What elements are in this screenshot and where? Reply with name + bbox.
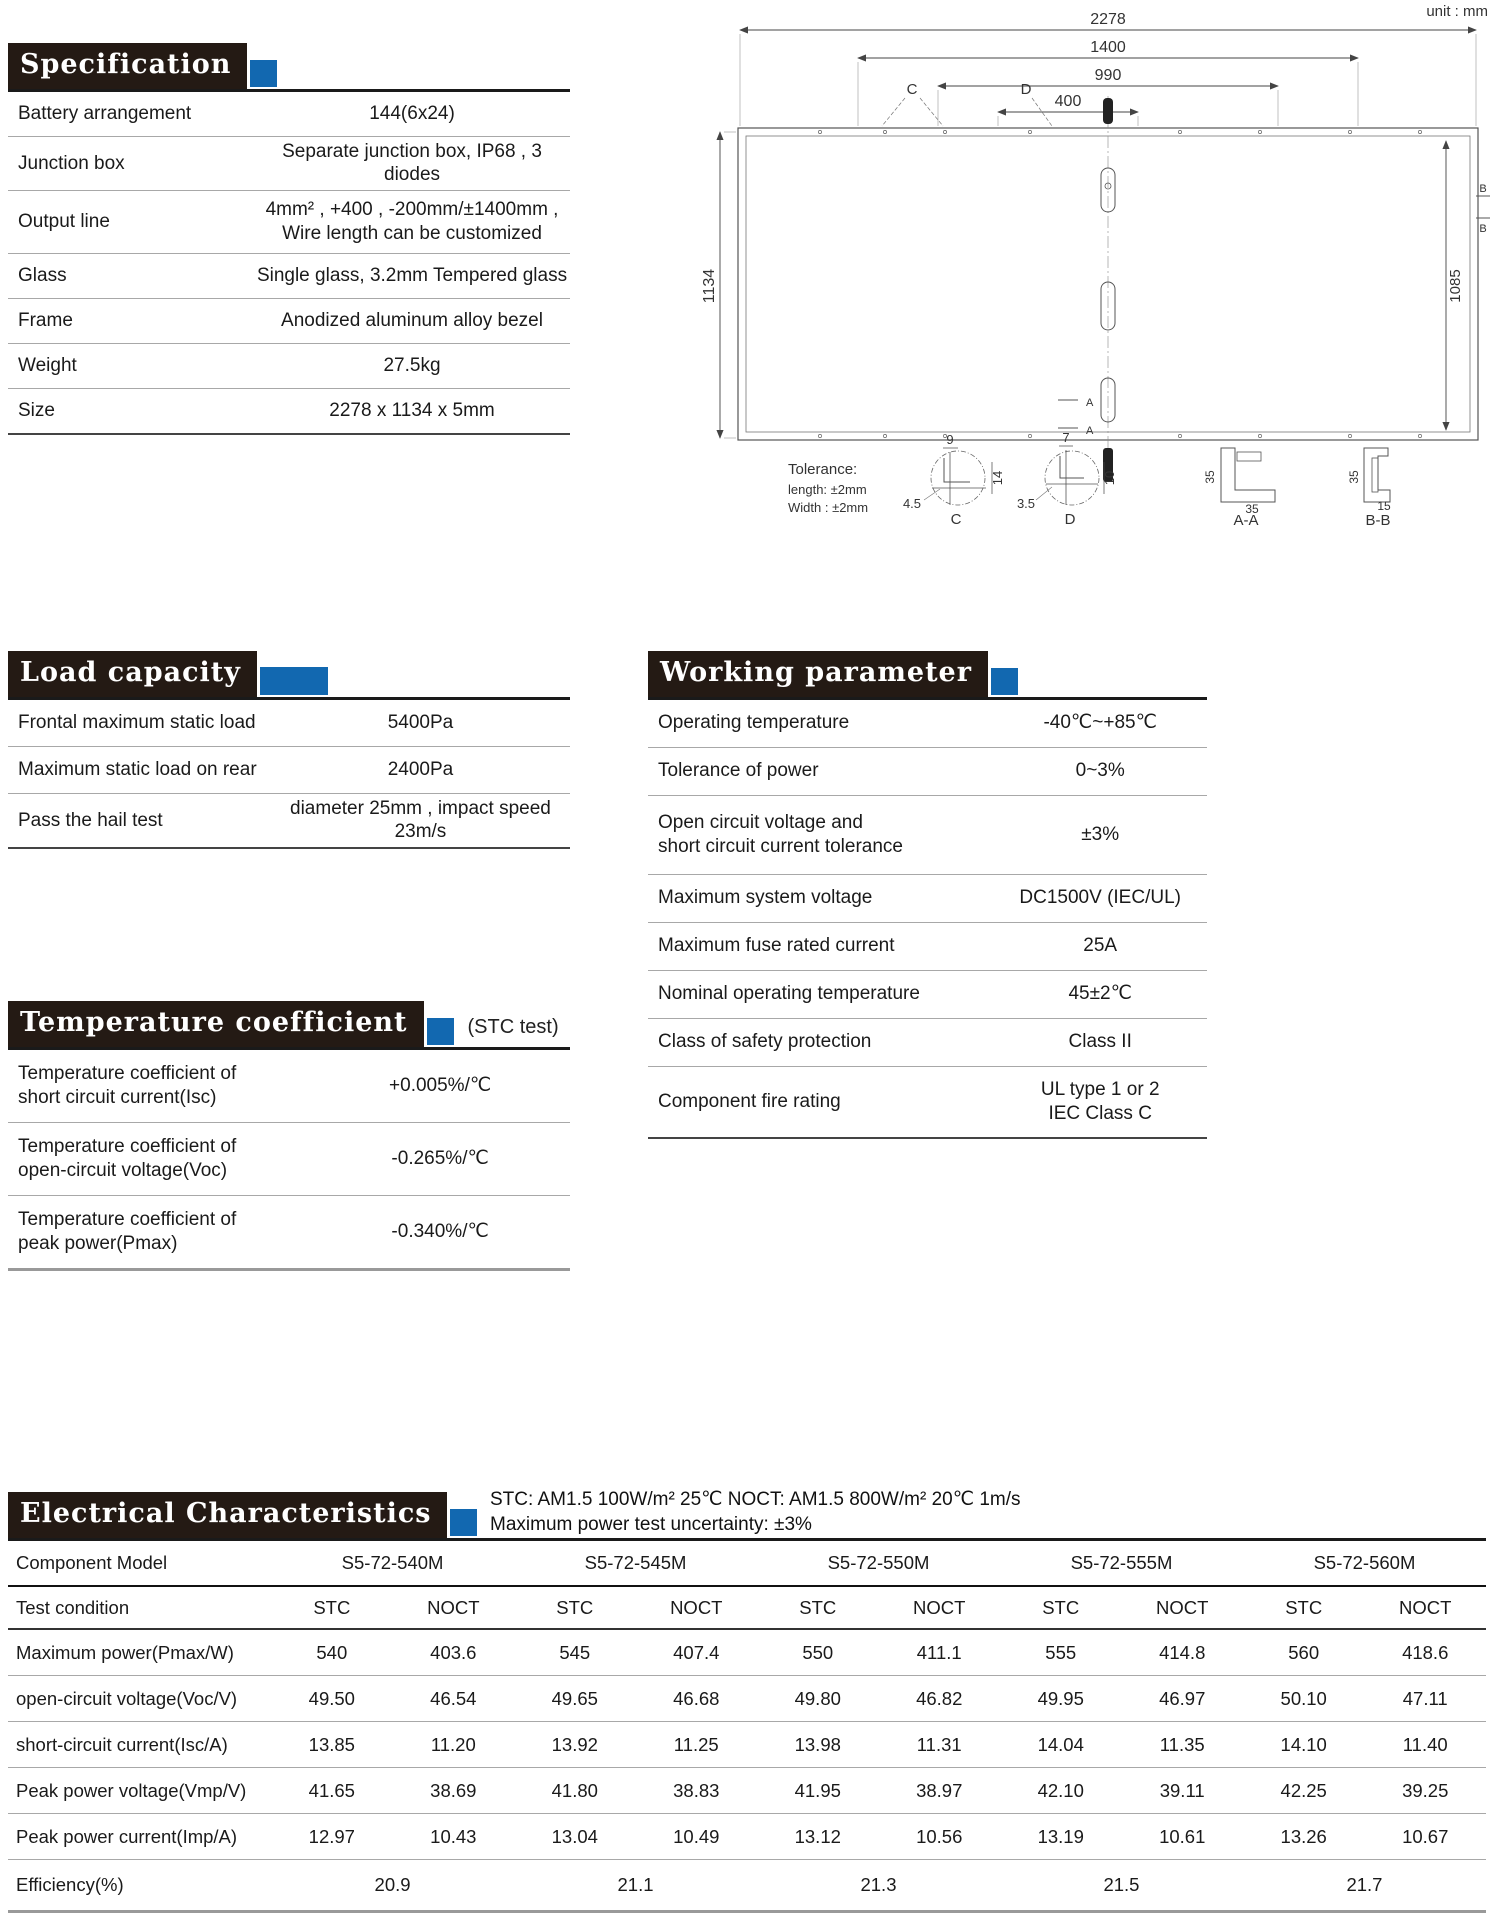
frame-holes bbox=[818, 130, 1421, 437]
table-row bbox=[8, 1629, 1486, 1676]
row-value: Separate junction box, IP68 , 3 diodes bbox=[282, 140, 542, 186]
cond-header: NOCT bbox=[636, 1586, 757, 1629]
table-row bbox=[648, 700, 1207, 748]
svg-text:A: A bbox=[1086, 397, 1094, 409]
row-label: open-circuit voltage(Voc/V) bbox=[8, 1676, 271, 1722]
test-condition-note bbox=[490, 1488, 1021, 1537]
row-label: Junction box bbox=[18, 152, 125, 174]
cell: 10.56 bbox=[879, 1814, 1000, 1860]
svg-text:15: 15 bbox=[1377, 499, 1391, 513]
cell: 14.10 bbox=[1243, 1722, 1364, 1768]
row-value-line1: 4mm² , +400 , -200mm/±1400mm , bbox=[265, 199, 559, 221]
cell: 11.20 bbox=[393, 1722, 514, 1768]
row-label-line1: Temperature coefficient of bbox=[18, 1062, 237, 1084]
temperature-coefficient-table bbox=[8, 1047, 570, 1271]
cell: 11.25 bbox=[636, 1722, 757, 1768]
table-row bbox=[8, 1586, 1486, 1629]
section-header bbox=[8, 1001, 570, 1047]
svg-text:length: ±2mm: length: ±2mm bbox=[788, 482, 867, 497]
row-value: Class II bbox=[1068, 1031, 1132, 1053]
row-value: 2278 x 1134 x 5mm bbox=[329, 400, 495, 422]
row-value: 144(6x24) bbox=[369, 102, 455, 124]
temperature-coefficient-section bbox=[8, 1001, 570, 1271]
row-label bbox=[8, 1208, 310, 1256]
cell: 21.5 bbox=[1103, 1874, 1140, 1895]
specification-section bbox=[8, 43, 570, 435]
row-label: Pass the hail test bbox=[18, 809, 163, 831]
cell: 407.4 bbox=[636, 1629, 757, 1676]
cell: 13.92 bbox=[514, 1722, 635, 1768]
svg-text:A-A: A-A bbox=[1233, 512, 1259, 525]
section-header bbox=[648, 651, 1207, 697]
row-value: 27.5kg bbox=[383, 355, 441, 377]
cell: 46.68 bbox=[636, 1676, 757, 1722]
cell: 39.11 bbox=[1121, 1768, 1242, 1814]
row-label-line1: Temperature coefficient of bbox=[18, 1208, 237, 1230]
table-row bbox=[648, 748, 1207, 796]
blue-accent-square bbox=[250, 60, 277, 87]
row-label: Component fire rating bbox=[658, 1090, 841, 1112]
cell: 12.97 bbox=[271, 1814, 392, 1860]
row-label: Tolerance of power bbox=[658, 760, 819, 782]
note-line2: Maximum power test uncertainty: ±3% bbox=[490, 1513, 812, 1535]
cell: 46.54 bbox=[393, 1676, 514, 1722]
row-value: 2400Pa bbox=[387, 758, 454, 780]
cond-header: NOCT bbox=[1364, 1586, 1486, 1629]
svg-text:D: D bbox=[1064, 511, 1076, 525]
section-title: Temperature coefficient bbox=[8, 1001, 424, 1047]
cell: 550 bbox=[757, 1629, 878, 1676]
cell: 46.82 bbox=[879, 1676, 1000, 1722]
row-label: Peak power current(Imp/A) bbox=[8, 1814, 271, 1860]
specification-table bbox=[8, 89, 570, 436]
dimension-1134 bbox=[701, 132, 736, 438]
model-name: S5-72-560M bbox=[1243, 1540, 1486, 1587]
row-label: Maximum power(Pmax/W) bbox=[8, 1629, 271, 1676]
cell: 49.95 bbox=[1000, 1676, 1121, 1722]
cell: 11.31 bbox=[879, 1722, 1000, 1768]
table-row bbox=[8, 1050, 570, 1123]
section-title: Working parameter bbox=[648, 651, 988, 697]
cell: 11.40 bbox=[1364, 1722, 1486, 1768]
cell: 39.25 bbox=[1364, 1768, 1486, 1814]
svg-text:Width : ±2mm: Width : ±2mm bbox=[788, 500, 869, 515]
section-bb-profile bbox=[1347, 448, 1391, 525]
table-row bbox=[8, 1768, 1486, 1814]
table-row bbox=[648, 1067, 1207, 1137]
section-aa-profile bbox=[1203, 448, 1275, 525]
row-value bbox=[254, 198, 570, 246]
table-row bbox=[8, 1676, 1486, 1722]
section-title: Electrical Characteristics bbox=[8, 1492, 447, 1538]
row-label bbox=[648, 811, 993, 859]
cell: 411.1 bbox=[879, 1629, 1000, 1676]
note-line1: STC: AM1.5 100W/m² 25℃ NOCT: AM1.5 800W/m² 20℃ 1m/s bbox=[490, 1489, 1021, 1510]
cell: 10.67 bbox=[1364, 1814, 1486, 1860]
table-row bbox=[8, 191, 570, 254]
svg-text:14: 14 bbox=[990, 470, 1005, 486]
svg-text:4.5: 4.5 bbox=[902, 496, 922, 511]
table-row bbox=[8, 1123, 570, 1196]
svg-text:D: D bbox=[1020, 81, 1032, 98]
svg-text:10: 10 bbox=[1102, 470, 1117, 486]
cell: 41.80 bbox=[514, 1768, 635, 1814]
row-value: diameter 25mm , impact speed 23m/s bbox=[290, 797, 551, 843]
row-label-line1: Temperature coefficient of bbox=[18, 1135, 237, 1157]
cell: 13.12 bbox=[757, 1814, 878, 1860]
model-name: S5-72-555M bbox=[1000, 1540, 1243, 1587]
cond-header: NOCT bbox=[1121, 1586, 1242, 1629]
table-row bbox=[8, 299, 570, 344]
row-label: short-circuit current(Isc/A) bbox=[8, 1722, 271, 1768]
cell: 403.6 bbox=[393, 1629, 514, 1676]
row-value: 0~3% bbox=[1075, 760, 1125, 782]
row-label-line1: Open circuit voltage and bbox=[658, 811, 863, 833]
row-label: Efficiency(%) bbox=[16, 1874, 124, 1895]
table-row bbox=[8, 92, 570, 137]
svg-text:A: A bbox=[1086, 425, 1094, 437]
table-row bbox=[648, 796, 1207, 875]
row-value: ±3% bbox=[1081, 823, 1120, 845]
cond-header: STC bbox=[271, 1586, 392, 1629]
svg-text:3.5: 3.5 bbox=[1016, 496, 1036, 511]
row-label: Nominal operating temperature bbox=[658, 983, 920, 1005]
cell: 13.26 bbox=[1243, 1814, 1364, 1860]
cell: 41.65 bbox=[271, 1768, 392, 1814]
cell: 555 bbox=[1000, 1629, 1121, 1676]
row-label: Weight bbox=[18, 355, 77, 377]
electrical-characteristics-section bbox=[8, 1486, 1486, 1913]
cell: 20.9 bbox=[374, 1874, 411, 1895]
svg-text:35: 35 bbox=[1203, 470, 1217, 484]
row-label: Glass bbox=[18, 265, 67, 287]
table-row bbox=[648, 1019, 1207, 1067]
row-value: 25A bbox=[1083, 935, 1118, 957]
section-header bbox=[8, 651, 570, 697]
cell: 49.80 bbox=[757, 1676, 878, 1722]
detail-c bbox=[903, 432, 1005, 525]
cond-header: STC bbox=[514, 1586, 635, 1629]
section-subtitle: (STC test) bbox=[467, 1015, 559, 1038]
working-parameter-table bbox=[648, 697, 1207, 1139]
working-parameter-section bbox=[648, 651, 1207, 1139]
cell: 414.8 bbox=[1121, 1629, 1242, 1676]
svg-text:35: 35 bbox=[1347, 470, 1361, 484]
cell: 11.35 bbox=[1121, 1722, 1242, 1768]
cond-header: STC bbox=[757, 1586, 878, 1629]
cond-header: NOCT bbox=[393, 1586, 514, 1629]
section-header bbox=[8, 43, 570, 89]
svg-text:1400: 1400 bbox=[1090, 39, 1126, 56]
svg-text:1085: 1085 bbox=[1447, 269, 1464, 303]
row-value: Single glass, 3.2mm Tempered glass bbox=[256, 265, 568, 287]
table-row bbox=[8, 794, 570, 848]
row-label: Battery arrangement bbox=[18, 102, 192, 124]
cell: 13.19 bbox=[1000, 1814, 1121, 1860]
cell: 46.97 bbox=[1121, 1676, 1242, 1722]
electrical-table bbox=[8, 1538, 1486, 1913]
detail-d bbox=[1017, 430, 1117, 525]
cond-header: STC bbox=[1243, 1586, 1364, 1629]
section-title: Specification bbox=[8, 43, 247, 89]
model-name: S5-72-545M bbox=[514, 1540, 757, 1587]
cell: 38.69 bbox=[393, 1768, 514, 1814]
svg-text:9: 9 bbox=[946, 432, 954, 447]
cell: 545 bbox=[514, 1629, 635, 1676]
table-row bbox=[648, 971, 1207, 1019]
model-name: S5-72-540M bbox=[271, 1540, 514, 1587]
blue-accent-square bbox=[260, 667, 328, 695]
cell: 560 bbox=[1243, 1629, 1364, 1676]
row-label bbox=[8, 1062, 310, 1110]
row-value-line2: Wire length can be customized bbox=[282, 223, 542, 245]
blue-accent-square bbox=[991, 668, 1018, 695]
cell: 10.43 bbox=[393, 1814, 514, 1860]
hole-callout-c bbox=[882, 81, 943, 126]
row-value bbox=[993, 1078, 1207, 1126]
dimension-400 bbox=[998, 93, 1138, 126]
row-label bbox=[8, 1135, 310, 1183]
cell: 50.10 bbox=[1243, 1676, 1364, 1722]
cell: 21.3 bbox=[860, 1874, 897, 1895]
row-value: +0.005%/℃ bbox=[389, 1074, 492, 1096]
row-value-line2: IEC Class C bbox=[1048, 1102, 1152, 1124]
table-row bbox=[8, 747, 570, 794]
svg-text:7: 7 bbox=[1062, 430, 1070, 445]
row-value: DC1500V (IEC/UL) bbox=[1019, 887, 1181, 909]
row-label: Peak power voltage(Vmp/V) bbox=[8, 1768, 271, 1814]
row-label: Frontal maximum static load bbox=[18, 711, 256, 733]
cell: 540 bbox=[271, 1629, 392, 1676]
row-label: Output line bbox=[18, 211, 110, 233]
row-label: Maximum static load on rear bbox=[18, 758, 257, 780]
svg-text:C: C bbox=[906, 81, 918, 98]
cell: 10.49 bbox=[636, 1814, 757, 1860]
junction-boxes bbox=[1101, 96, 1115, 482]
row-label-line2: peak power(Pmax) bbox=[18, 1232, 178, 1254]
cell: 418.6 bbox=[1364, 1629, 1486, 1676]
table-row bbox=[8, 1722, 1486, 1768]
cell: 49.65 bbox=[514, 1676, 635, 1722]
row-value: Anodized aluminum alloy bezel bbox=[281, 310, 543, 332]
blue-accent-square bbox=[450, 1509, 477, 1536]
section-header bbox=[8, 1486, 1486, 1538]
model-name: S5-72-550M bbox=[757, 1540, 1000, 1587]
svg-text:B: B bbox=[1479, 223, 1487, 235]
svg-text:C: C bbox=[950, 511, 962, 525]
row-value-line1: UL type 1 or 2 bbox=[1040, 1078, 1160, 1100]
table-row bbox=[648, 923, 1207, 971]
cell: 38.97 bbox=[879, 1768, 1000, 1814]
table-row bbox=[8, 1196, 570, 1268]
table-row bbox=[8, 1860, 1486, 1912]
table-row bbox=[8, 1540, 1486, 1587]
cell: 13.85 bbox=[271, 1722, 392, 1768]
row-value: -40℃~+85℃ bbox=[1043, 712, 1157, 734]
table-row bbox=[8, 1814, 1486, 1860]
row-label: Frame bbox=[18, 310, 73, 332]
row-label: Class of safety protection bbox=[658, 1031, 872, 1053]
svg-text:400: 400 bbox=[1054, 93, 1082, 110]
row-label: Test condition bbox=[8, 1586, 271, 1629]
dimension-1085 bbox=[1446, 141, 1464, 430]
row-label-line2: short circuit current tolerance bbox=[658, 835, 903, 857]
svg-text:35: 35 bbox=[1245, 502, 1259, 516]
cell: 42.25 bbox=[1243, 1768, 1364, 1814]
cond-header: NOCT bbox=[879, 1586, 1000, 1629]
table-row bbox=[8, 137, 570, 192]
row-value: 45±2℃ bbox=[1068, 983, 1132, 1005]
tolerance-note bbox=[788, 461, 868, 515]
unit-label bbox=[1426, 3, 1488, 20]
row-label-line2: open-circuit voltage(Voc) bbox=[18, 1159, 228, 1181]
table-row bbox=[8, 254, 570, 299]
cell: 13.98 bbox=[757, 1722, 878, 1768]
svg-text:Tolerance:: Tolerance: bbox=[788, 461, 858, 478]
row-value: 5400Pa bbox=[387, 711, 454, 733]
svg-text:990: 990 bbox=[1094, 67, 1122, 84]
cell: 47.11 bbox=[1364, 1676, 1486, 1722]
row-label: Size bbox=[18, 400, 55, 422]
table-row bbox=[8, 700, 570, 747]
panel-drawing-svg bbox=[700, 0, 1494, 525]
cell: 10.61 bbox=[1121, 1814, 1242, 1860]
load-capacity-table bbox=[8, 697, 570, 850]
section-title: Load capacity bbox=[8, 651, 257, 697]
cond-header: STC bbox=[1000, 1586, 1121, 1629]
cell: 13.04 bbox=[514, 1814, 635, 1860]
table-row bbox=[648, 875, 1207, 923]
cell: 41.95 bbox=[757, 1768, 878, 1814]
blue-accent-square bbox=[427, 1018, 454, 1045]
row-label: Operating temperature bbox=[658, 712, 850, 734]
row-label-line2: short circuit current(Isc) bbox=[18, 1086, 217, 1108]
table-row bbox=[8, 389, 570, 433]
svg-text:B: B bbox=[1479, 183, 1487, 195]
cell: 14.04 bbox=[1000, 1722, 1121, 1768]
hole-callout-d bbox=[1021, 81, 1052, 126]
cell: 49.50 bbox=[271, 1676, 392, 1722]
load-capacity-section bbox=[8, 651, 570, 849]
svg-text:unit : mm: unit : mm bbox=[1426, 3, 1488, 20]
svg-text:B-B: B-B bbox=[1365, 512, 1391, 525]
row-label: Maximum fuse rated current bbox=[658, 935, 895, 957]
row-label: Component Model bbox=[8, 1540, 271, 1587]
cell: 42.10 bbox=[1000, 1768, 1121, 1814]
row-value: -0.265%/℃ bbox=[391, 1147, 489, 1169]
cell: 21.7 bbox=[1346, 1874, 1383, 1895]
row-value: -0.340%/℃ bbox=[391, 1220, 489, 1242]
row-label: Maximum system voltage bbox=[658, 887, 873, 909]
svg-text:1134: 1134 bbox=[701, 268, 718, 304]
table-row bbox=[8, 344, 570, 389]
technical-drawing bbox=[700, 0, 1494, 530]
svg-text:2278: 2278 bbox=[1090, 11, 1126, 28]
cell: 38.83 bbox=[636, 1768, 757, 1814]
cell: 21.1 bbox=[617, 1874, 654, 1895]
